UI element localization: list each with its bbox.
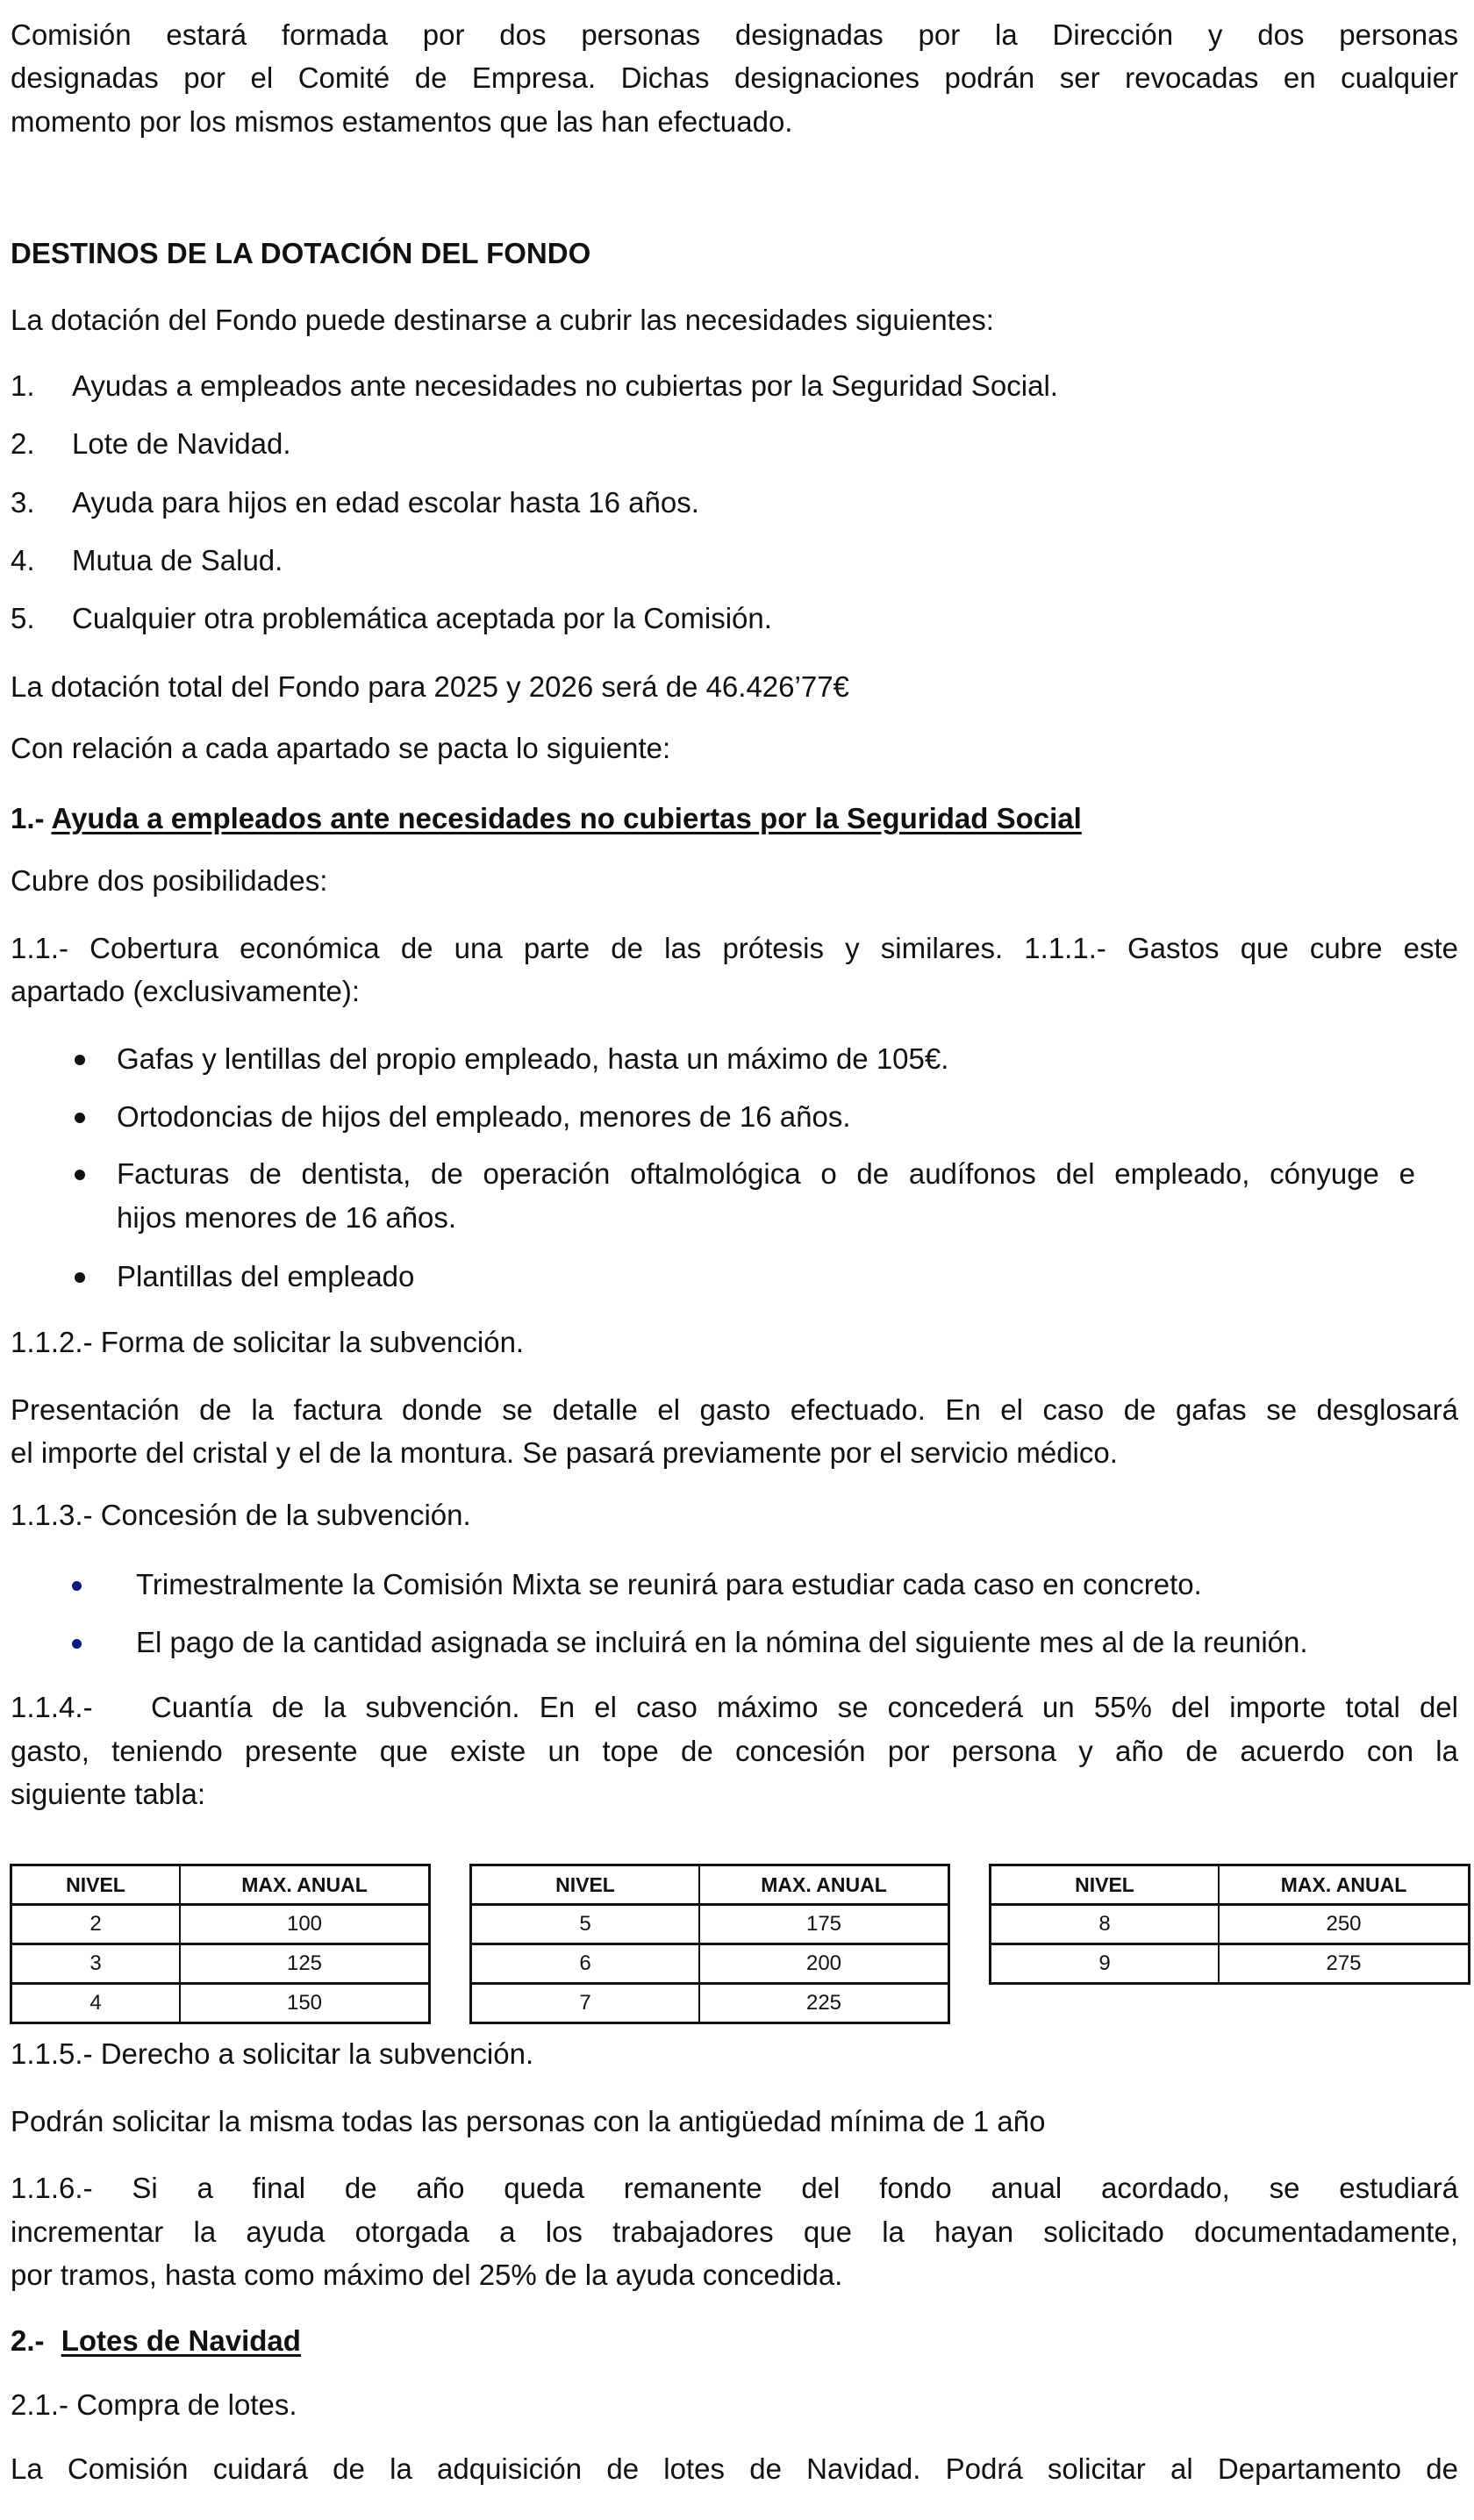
covers-text: Cubre dos posibilidades:	[11, 864, 328, 897]
table-row	[991, 1905, 1470, 1944]
section-number: 2.-	[11, 2324, 53, 2357]
item-text: Lote de Navidad.	[72, 427, 291, 460]
bullet-icon	[75, 1170, 85, 1180]
p116-line: por tramos, hasta como máximo del 25% de la ayuda concedida.	[11, 2259, 843, 2291]
relation-text: Con relación a cada apartado se pacta lo siguiente:	[11, 732, 671, 764]
list-item: Facturas de dentista, de operación oftalmológica o de audífonos del empleado, cónyuge e	[117, 1157, 1415, 1190]
lead-text: La dotación del Fondo puede destinarse a cubrir las necesidades siguientes:	[11, 304, 994, 336]
total-text: La dotación total del Fondo para 2025 y 2026 será de 46.426’77€	[11, 670, 849, 703]
list-item: hijos menores de 16 años.	[117, 1201, 457, 1234]
cell: 100	[180, 1905, 430, 1944]
p112-line: Presentación de la factura donde se detalle el gasto efectuado. En el caso de gafas se desglosará	[11, 1393, 1458, 1426]
cell: 6	[471, 1944, 700, 1984]
level-table-1	[10, 1864, 431, 2024]
p114-line: gasto, teniendo presente que existe un tope de concesión por persona y año de acuerdo con la	[11, 1735, 1458, 1767]
col-header: MAX. ANUAL	[180, 1865, 430, 1905]
list-item: Ortodoncias de hijos del empleado, menores de 16 años.	[117, 1100, 851, 1133]
p116-line: 1.1.6.- Si a final de año queda remanente del fondo anual acordado, se estudiará	[11, 2172, 1458, 2204]
level-table-3	[989, 1864, 1470, 1985]
p21-heading: 2.1.- Compra de lotes.	[11, 2388, 297, 2421]
bullet-icon	[75, 1113, 85, 1123]
list-item: Gafas y lentillas del propio empleado, hasta un máximo de 105€.	[117, 1042, 949, 1075]
item-text: Ayuda para hijos en edad escolar hasta 16 años.	[72, 486, 699, 519]
col-header: NIVEL	[471, 1865, 700, 1905]
p115-heading: 1.1.5.- Derecho a solicitar la subvención.	[11, 2037, 534, 2070]
p114-line: 1.1.4.- Cuantía de la subvención. En el caso máximo se concederá un 55% del importe total del	[11, 1691, 1458, 1723]
p21-line: La Comisión cuidará de la adquisición de lotes de Navidad. Podrá solicitar al Departamento de	[11, 2452, 1458, 2485]
p111-line: apartado (exclusivamente):	[11, 975, 361, 1007]
bullet-icon	[72, 1581, 82, 1591]
bullet-icon	[75, 1055, 85, 1065]
intro-line: designadas por el Comité de Empresa. Dichas designaciones podrán ser revocadas en cualquier	[11, 61, 1458, 94]
section-heading: DESTINOS DE LA DOTACIÓN DEL FONDO	[11, 237, 591, 269]
intro-line: momento por los mismos estamentos que las han efectuado.	[11, 105, 793, 138]
item-number: 3.	[11, 486, 35, 519]
bullet-icon	[75, 1272, 85, 1283]
table-row	[471, 1905, 949, 1944]
level-table-2	[469, 1864, 950, 2024]
item-number: 2.	[11, 427, 35, 460]
cell: 9	[991, 1944, 1220, 1984]
cell: 125	[180, 1944, 430, 1984]
col-header: MAX. ANUAL	[699, 1865, 949, 1905]
bullet-icon	[72, 1639, 82, 1649]
table-row	[471, 1984, 949, 2023]
p113-heading: 1.1.3.- Concesión de la subvención.	[11, 1499, 471, 1531]
item-text: Ayudas a empleados ante necesidades no cubiertas por la Seguridad Social.	[72, 369, 1058, 402]
cell: 2	[11, 1905, 181, 1944]
cell: 3	[11, 1944, 181, 1984]
cell: 250	[1219, 1905, 1470, 1944]
p112-heading: 1.1.2.- Forma de solicitar la subvención.	[11, 1326, 525, 1358]
list-item: Plantillas del empleado	[117, 1260, 415, 1292]
section-2-title	[11, 2323, 301, 2359]
p115-text: Podrán solicitar la misma todas las personas con la antigüedad mínima de 1 año	[11, 2105, 1046, 2137]
col-header: MAX. ANUAL	[1219, 1865, 1470, 1905]
section-title: Lotes de Navidad	[61, 2324, 301, 2357]
table-row	[11, 1984, 430, 2023]
section-1-title	[11, 801, 1082, 836]
cell: 275	[1219, 1944, 1470, 1984]
p114-line: siguiente tabla:	[11, 1778, 205, 1810]
item-number: 1.	[11, 369, 35, 402]
item-text: Mutua de Salud.	[72, 544, 283, 576]
cell: 4	[11, 1984, 181, 2023]
item-number: 5.	[11, 602, 35, 634]
intro-line: Comisión estará formada por dos personas designadas por la Dirección y dos personas	[11, 18, 1458, 51]
section-number: 1.-	[11, 802, 52, 834]
list-item: Trimestralmente la Comisión Mixta se reunirá para estudiar cada caso en concreto.	[136, 1568, 1202, 1600]
cell: 175	[699, 1905, 949, 1944]
cell: 5	[471, 1905, 700, 1944]
item-text: Cualquier otra problemática aceptada por la Comisión.	[72, 602, 772, 634]
cell: 8	[991, 1905, 1220, 1944]
p116-line: incrementar la ayuda otorgada a los trabajadores que la hayan solicitado documentadamente,	[11, 2216, 1458, 2248]
cell: 200	[699, 1944, 949, 1984]
col-header: NIVEL	[11, 1865, 181, 1905]
cell: 7	[471, 1984, 700, 2023]
table-row	[11, 1905, 430, 1944]
cell: 150	[180, 1984, 430, 2023]
section-title: Ayuda a empleados ante necesidades no cubiertas por la Seguridad Social	[51, 802, 1082, 834]
cell: 225	[699, 1984, 949, 2023]
p112-line: el importe del cristal y el de la montura. Se pasará previamente por el servicio médico.	[11, 1436, 1118, 1469]
col-header: NIVEL	[991, 1865, 1220, 1905]
table-row	[11, 1944, 430, 1984]
list-item: El pago de la cantidad asignada se incluirá en la nómina del siguiente mes al de la reunión.	[136, 1626, 1308, 1658]
item-number: 4.	[11, 544, 35, 576]
table-row	[471, 1944, 949, 1984]
p111-line: 1.1.- Cobertura económica de una parte de las prótesis y similares. 1.1.1.- Gastos que cubre este	[11, 932, 1458, 964]
table-row	[991, 1944, 1470, 1984]
